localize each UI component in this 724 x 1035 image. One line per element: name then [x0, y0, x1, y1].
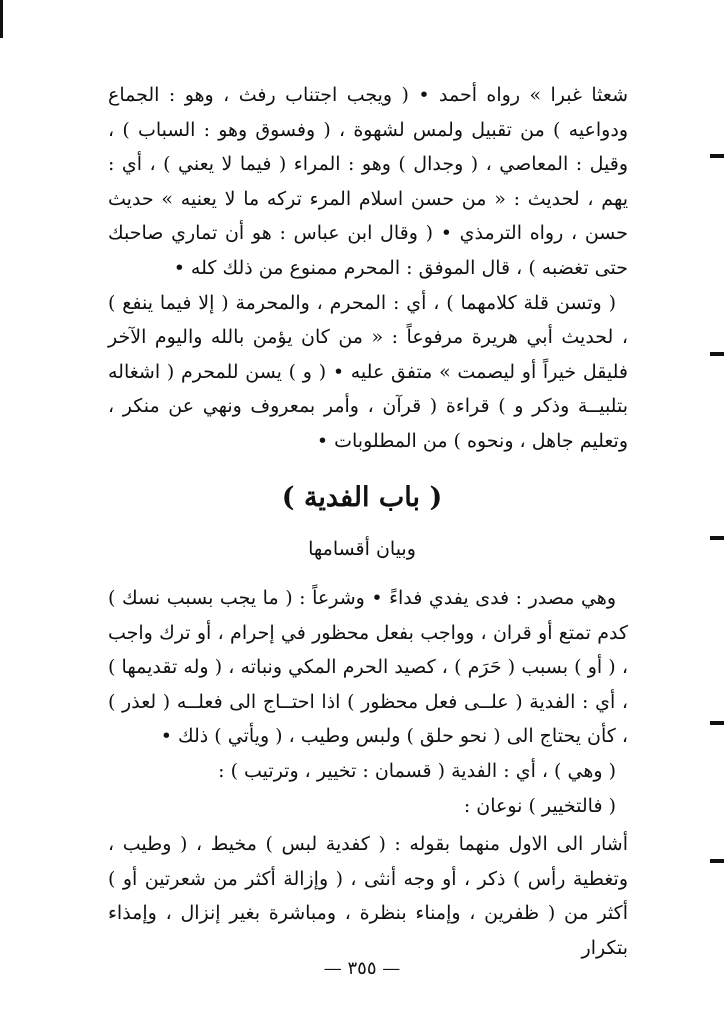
scan-edge-mark — [710, 859, 724, 863]
chapter-title: ( باب الفدية ) — [281, 482, 443, 513]
body-text-bottom — [108, 581, 628, 966]
paragraph: أشار الى الاول منهما بقوله : ( كفدية لبس ) مخيط ، ( وطيب ، وتغطية رأس ) ذكر ، أو وجه أنثى ، ( وإزالة أكثر من شعرتين أو ) أكثر من ( ظفرين ، وإمناء بنظرة ، ومباشرة بغير إنزال ، وإمذاء بتكرار — [108, 833, 628, 959]
scan-edge-mark — [710, 721, 724, 725]
page-number: — ٣٥٥ — — [323, 958, 401, 979]
body-text-top — [108, 78, 628, 459]
scan-edge-mark — [710, 536, 724, 540]
paragraph: شعثا غبرا » رواه أحمد • ( ويجب اجتناب رفث ، وهو : الجماع ودواعيه ) من تقبيل ولمس لشهوة ، ( وفسوق وهو : السباب ) ، وقيل : المعاصي ، ( وجدال ) وهو : المراء ( فيما لا يعني ) ، أي : يهم ، لحديث : « من حسن اسلام المرء تركه ما لا يعنيه » حديث حسن ، رواه الترمذي • ( وقال ابن عباس : هو أن تماري صاحبك حتى تغضبه ) ، قال الموفق : المحرم ممنوع من ذلك كله • — [108, 84, 628, 279]
chapter-subtitle: وبيان أقسامها — [308, 538, 416, 560]
paragraph: ( وتسن قلة كلامهما ) ، أي : المحرم ، والمحرمة ( إلا فيما ينفع ) ، لحديث أبي هريرة مرفوعاً : « من كان يؤمن بالله واليوم الآخر فليقل خيراً أو ليصمت » متفق عليه • ( و ) يسن للمحرم ( اشغاله بتلبيــة وذكر و ) قراءة ( قرآن ، وأمر بمعروف ونهي عن منكر ، وتعليم جاهل ، ونحوه ) من المطلوبات • — [108, 291, 628, 452]
paragraph: وهي مصدر : فدى يفدي فداءً • وشرعاً : ( ما يجب بسبب نسك ) كدم تمتع أو قران ، وواجب بفعل محظور في إحرام ، أو ترك واجب ، ( أو ) بسبب ( حَرَم ) ، كصيد الحرم المكي ونباته ، ( وله تقديمها ) ، أي : الفدية ( علــى فعل محظور ) اذا احتــاج الى فعلــه ( لعذر ) ، كأن يحتاج الى ( نحو حلق ) ولبس وطيب ، ( ويأتي ) ذلك • — [108, 587, 628, 748]
paragraph: ( وهي ) ، أي : الفدية ( قسمان : تخيير ، وترتيب ) : — [218, 759, 616, 782]
scan-edge-mark — [710, 154, 724, 158]
paragraph: ( فالتخيير ) نوعان : — [463, 794, 616, 817]
scan-corner-mark — [0, 0, 3, 38]
scan-edge-mark — [710, 352, 724, 356]
